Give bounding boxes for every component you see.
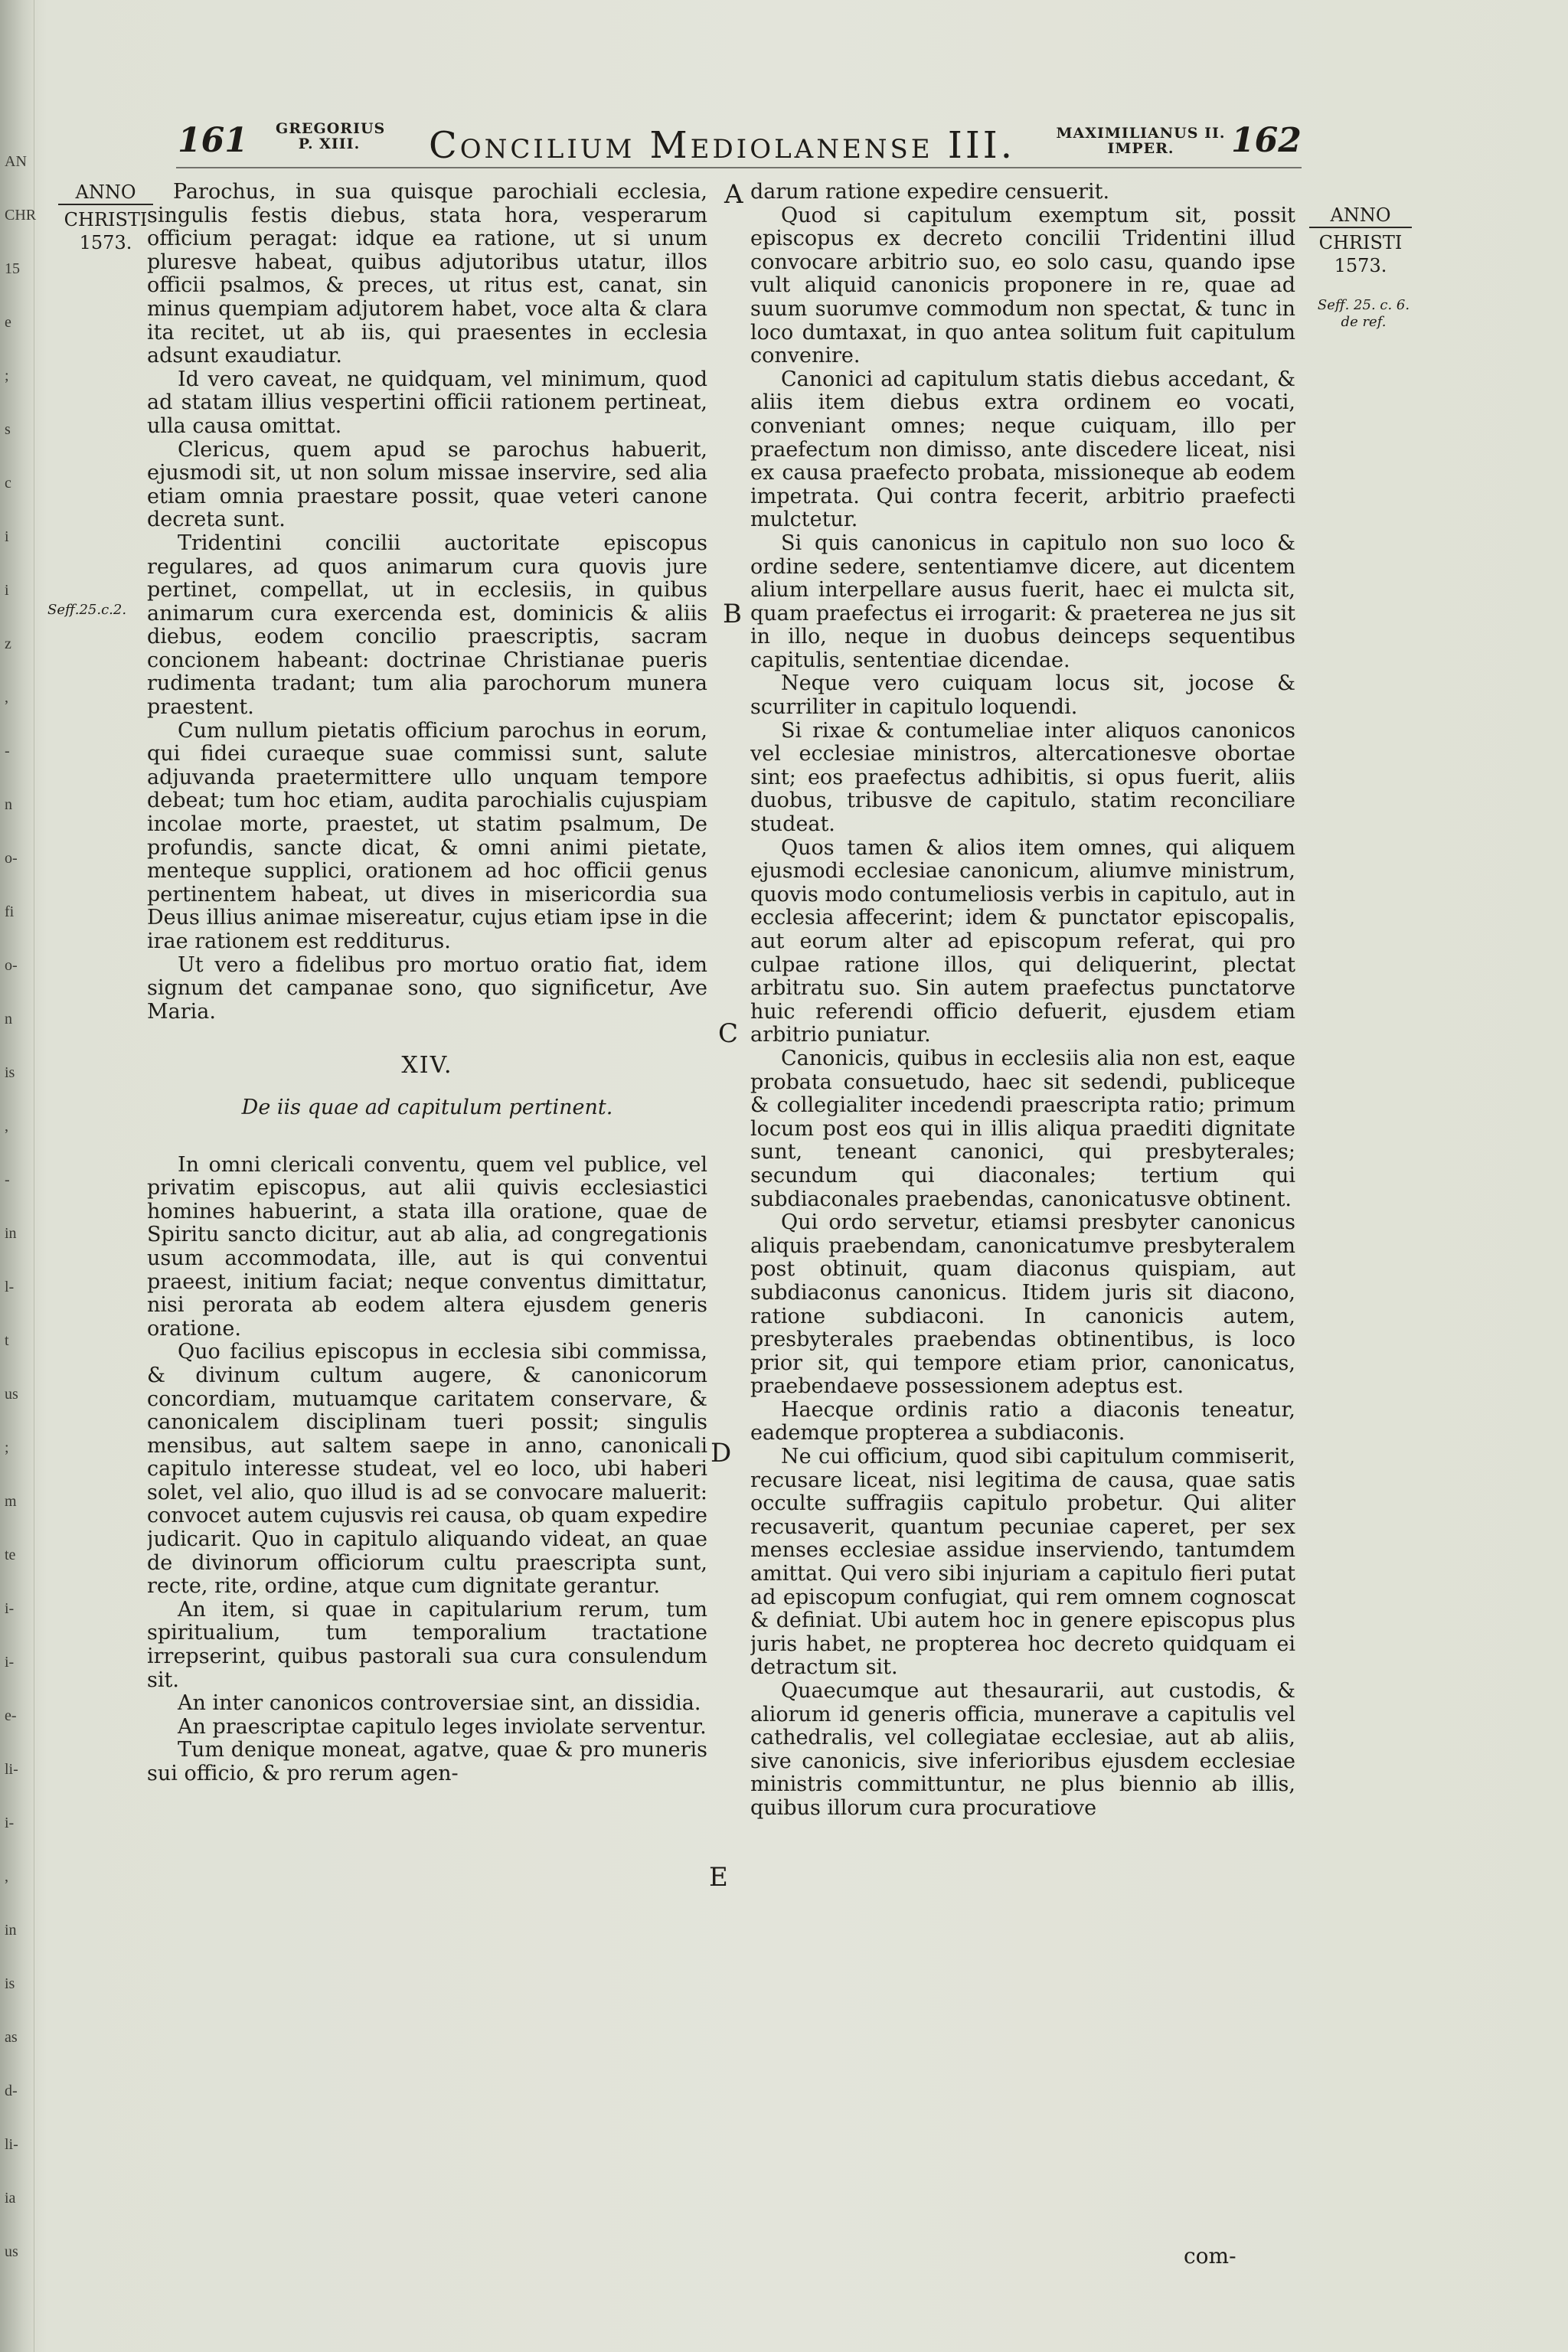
paragraph: Id vero caveat, ne quidquam, vel minimum, quod ad statam illius vespertini officii rationem pertineat, ulla causa omittat. [147,367,707,438]
paragraph: Tridentini concilii auctoritate episcopus regulares, ad quos animarum cura quovis jure pertinet, compellat, ut in ecclesiis, in quibus animarum cura exercenda est, dominicis & aliis diebus, eodem concilio praescriptis, sacram concionem habeant: doctrinae Christianae pueris rudimenta tradant; tum alia parochorum munera praestent. [147,531,707,720]
facing-page-fragment: e- [5,1707,17,1724]
facing-page-fragment: n [5,796,12,813]
paragraph: Cum nullum pietatis officium parochus in eorum, qui fidei curaeque suae commissi sunt, salute adjuvanda praetermittere ullo unquam tempore debeat; tum hoc etiam, audita parochialis cujuspiam incolae morte, praestet, ut statim psalmum, De profundis, sancte dicat, & omni animi pietate, menteque supplici, orationem ad hoc officii genus pertinentem habeat, ut dives in misericordia sua Deus illius animae misereatur, cujus etiam ipse in die irae rationem est redditurus. [147,718,707,953]
christi-label: CHRISTI [64,209,148,230]
runner-left-line: GREGORIUS [276,120,386,137]
margin-note-right [1303,204,1418,277]
facing-page-fragment: , [5,1118,8,1135]
facing-page-fragment: t [5,1332,9,1349]
paragraph: Canonici ad capitulum statis diebus accedant, & aliis item diebus extra ordinem eo vocati, conveniant omnes; neque cuiquam, illo per praefectum non dimisso, ante discedere liceat, nisi ex causa praefecto probata, missioneque ab eodem impetrata. Qui contra fecerit, arbitrio praefecti mulctetur. [750,367,1295,532]
paragraph: Ut vero a fidelibus pro mortuo oratio fiat, idem signum det campanae sono, quo significetur, Ave Maria. [147,952,707,1024]
paragraph: Parochus, in sua quisque parochiali ecclesia, singulis festis diebus, stata hora, vesperarum officium peragat: idque ea ratione, ut si unum pluresve habeat, quibus adjutoribus utatur, illos officii psalmos, & preces, ut ritus est, canat, sin minus quempiam adjutorem habet, voce alta & clara ita recitet, ut ab iis, qui praesentes in ecclesia adsunt exaudiatur. [147,181,707,368]
facing-page-fragment: s [5,421,11,438]
running-header [0,115,1568,176]
paragraph: In omni clericali conventu, quem vel publice, vel privatim episcopus, aut alii quivis ecclesiastici homines habuerint, a stata illa oratione, quae de Spiritu sancto dicitur, aut ab alia, ad congregationis usum accommodata, ille, aut is qui conventui praeest, initium faciat; neque conventus dimittatur, nisi perorata ab eodem altera ejusdem generis oratione. [147,1152,707,1341]
facing-page-fragment: - [5,743,10,760]
page-title: Concilium Mediolanense III. [429,124,1016,167]
paragraph: An praescriptae capitulo leges inviolate serventur. [178,1714,707,1739]
paragraph: Canonicis, quibus in ecclesiis alia non est, eaque probata consuetudo, haec sit sedendi, publiceque & collegialiter incedendi praescripta ratio; primum locum post eos qui in illis aliqua praediti dignitate sunt, teneant canonici, qui presbyterales; secundum qui diaconales; tertium qui subdiaconales praebendas, canonicatusve obtinent. [750,1046,1295,1211]
facing-page-fragment: ; [5,368,9,384]
paragraph: Neque vero cuiquam locus sit, jocose & scurriliter in capitulo loquendi. [750,671,1295,720]
facing-page-fragment: us [5,2243,18,2260]
anno-label: ANNO [75,181,136,203]
christi-label: CHRISTI [1318,232,1403,253]
header-rule [176,167,1302,168]
facing-page-fragment: - [5,1171,10,1188]
facing-page-fragment: , [5,1868,8,1885]
facing-page-fragment: i- [5,1815,15,1831]
facing-page-fragment: i [5,528,9,545]
section-letter: B [723,599,742,629]
running-head-pope [276,120,386,152]
facing-page-fragment: as [5,2029,18,2046]
facing-page-fragment: m [5,1493,17,1510]
paragraph: Ne cui officium, quod sibi capitulum commiserit, recusare liceat, nisi legitima de causa, quae satis occulte suffragiis capitulo probetur. Qui aliter recusaverit, quantum pecuniae caperet, per sex menses ecclesiae assidue inserviendo, tantumdem amittat. Qui vero sibi injuriam a capitulo fieri putat ad episcopum confugiat, qui rem omnem cognoscat & definiat. Ubi autem hoc in genere episcopus plus juris habet, ne propterea hoc decreto quidquam ei detractum sit. [750,1445,1295,1680]
facing-page-fragment: i- [5,1654,15,1671]
facing-page-edge [0,0,37,2352]
facing-page-fragment: 15 [5,260,20,277]
catchword: com- [1184,2243,1236,2269]
anno-rule [58,204,153,205]
running-head-emperor [1049,126,1233,156]
paragraph: An item, si quae in capitularium rerum, tum spiritualium, tum temporalium tractatione irrepserint, quibus pastorali sua cura consulendum sit. [147,1597,707,1692]
runner-right-line: MAXIMILIANUS II. [1056,125,1226,142]
paragraph: Tum denique moneat, agatve, quae & pro muneris sui officio, & pro rerum agen- [147,1738,707,1785]
facing-page-fragment: li- [5,2136,18,2153]
facing-page-fragment: n [5,1011,12,1027]
page-number-left: 161 [178,121,248,160]
facing-page-fragment: te [5,1547,16,1563]
section-letter: D [710,1438,732,1468]
left-text-column [147,181,707,2309]
facing-page-fragment: in [5,1225,17,1242]
paragraph: Quos tamen & alios item omnes, qui aliquem ejusmodi ecclesiae canonicum, aliumve ministrum, quovis modo contumeliosis verbis in capitulo, aut in ecclesia affecerint; idem & punctator episcopalis, aut eorum alter ad episcopum referat, qui pro culpae ratione illos, qui deliquerint, plectat arbitratu suo. Sin autem praefectus punctatorve huic referendi officio defuerit, ejusdem etiam arbitrio puniatur. [750,835,1295,1047]
facing-page-fragment: i [5,582,9,599]
facing-page-fragment: l- [5,1279,15,1295]
runner-left-line: P. XIII. [298,136,361,152]
margin-note-left [52,181,159,254]
facing-page-fragment: , [5,689,8,706]
facing-page-fragment: ia [5,2190,16,2207]
facing-page-fragment: o- [5,850,18,867]
year-label: 1573. [1334,255,1387,276]
section-letter: C [718,1018,739,1049]
anno-rule [1309,227,1412,228]
margin-citation-left: Seff.25.c.2. [47,602,127,618]
paragraph: Quo facilius episcopus in ecclesia sibi commissa, & divinum cultum augere, & canonicorum concordiam, mutuamque caritatem conservare, & canonicalem disciplinam tueri possit; singulis mensibus, aut saltem saepe in anno, canonicali capitulo interesse studeat, vel eo loco, ubi haberi solet, vel alio, quo illud is ad se convocare maluerit: convocet autem cujusvis rei causa, ob quam expedire judicarit. Quo in capitulo aliquando videat, an quae de divinorum officiorum cultu praescripta sunt, recte, rite, ordine, atque cum dignitate gerantur. [147,1340,707,1599]
section-letter: A [724,179,743,210]
year-label: 1573. [79,232,132,253]
facing-page-fragment: is [5,1064,15,1081]
paragraph: Si rixae & contumeliae inter aliquos canonicos vel ecclesiae ministros, altercationesve obortae sint; eos praefectus adhibitis, si opus fuerit, aliis duobus, tribusve de capitulo, statim reconciliare studeat. [750,718,1295,837]
margin-citation-right [1306,297,1421,331]
facing-page-fragment: CHR [5,207,37,224]
facing-page-fragment: us [5,1386,18,1403]
runner-right-line: IMPER. [1107,140,1174,157]
facing-page-fragment: e [5,314,11,331]
paragraph: Quod si capitulum exemptum sit, possit episcopus ex decreto concilii Tridentini illud convocare arbitrio suo, eo solo casu, quando ipse vult aliquid canonicis proponere in re, quae ad suum suorumve commodum non spectat, & tunc in loco dumtaxat, in quo antea solitum fuit capitulum convenire. [750,203,1295,368]
facing-page-fragment: o- [5,957,18,974]
citation-line: de ref. [1341,314,1387,330]
paragraph: darum ratione expedire censuerit. [750,181,1110,204]
facing-page-fragment: is [5,1975,15,1992]
facing-page-fragment: z [5,635,11,652]
facing-page-fragment: i- [5,1600,15,1617]
facing-page-fragment: AN [5,153,27,170]
paragraph: Clericus, quem apud se parochus habuerit, ejusmodi sit, ut non solum missae inservire, sed alia etiam omnia praestare possit, quae veteri canone decreta sunt. [147,437,707,532]
facing-page-fragment: d- [5,2082,18,2099]
paragraph: Si quis canonicus in capitulo non suo loco & ordine sedere, sententiamve dicere, aut dicentem alium interpellare ausus fuerit, haec ei mulcta sit, quam praefectus ei irrogarit: & praeterea ne jus sit in illo, neque in duobus deinceps sequentibus capitulis, sententiae dicendae. [750,531,1295,672]
facing-page-fragment: c [5,475,11,492]
paragraph: Quaecumque aut thesaurarii, aut custodis, & aliorum id generis officia, munerave a capitulis vel cathedralis, vel collegiatae ecclesiae, aut ab aliis, sive canonicis, sive inferioribus ejusdem ecclesiae ministris committuntur, ne plus biennio ab illis, quibus illorum cura procuratiove [750,1679,1295,1820]
facing-page-fragment: fi [5,903,15,920]
facing-page-fragment: li- [5,1761,18,1778]
section-number: XIV. [401,1052,453,1080]
section-title: De iis quae ad capitulum pertinent. [241,1095,613,1119]
paragraph: Qui ordo servetur, etiamsi presbyter canonicus aliquis praebendam, canonicatumve presbyteralem post obtinuit, quam diaconus quispiam, aut subdiaconus canonicus. Itidem juris sit diacono, ratione subdiaconi. In canonicis autem, presbyterales praebendas obtinentibus, is loco prior sit, qui tempore etiam prior, canonicatus, praebendaeve possessionem adeptus est. [750,1210,1295,1399]
facing-page-fragment: ; [5,1439,9,1456]
anno-label: ANNO [1330,204,1391,226]
page-number-right: 162 [1231,121,1302,160]
paragraph: An inter canonicos controversiae sint, an dissidia. [178,1691,701,1716]
citation-line: Seff. 25. c. 6. [1317,297,1410,313]
section-letter: E [709,1862,728,1893]
right-text-column [750,181,1295,2309]
facing-page-fragment: in [5,1922,17,1939]
paragraph: Haecque ordinis ratio a diaconis teneatur, eademque propterea a subdiaconis. [750,1397,1295,1446]
